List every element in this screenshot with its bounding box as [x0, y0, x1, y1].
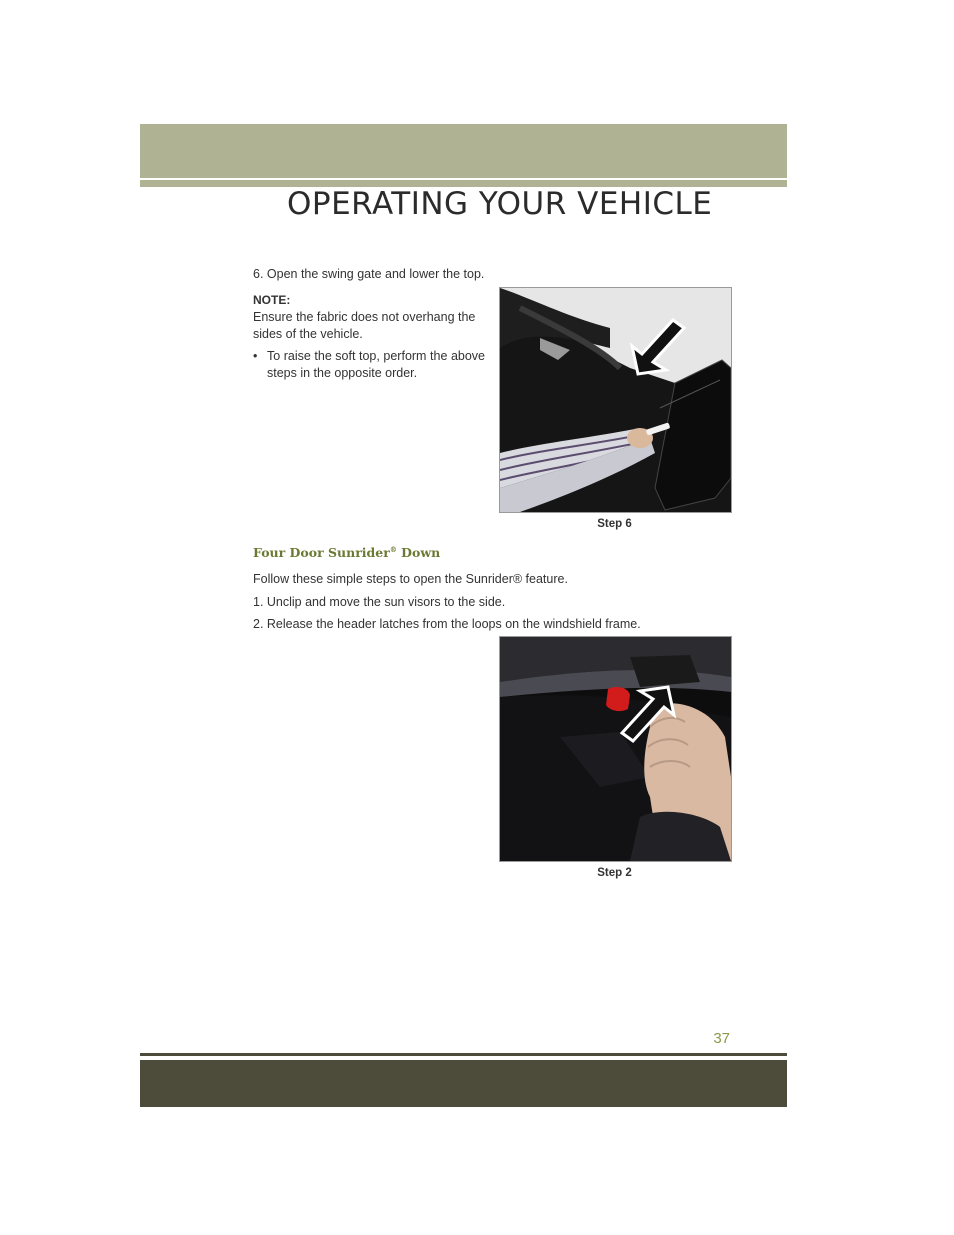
page-number: 37 — [713, 1030, 730, 1047]
step-6-illustration — [500, 288, 731, 512]
step-2-photo — [499, 636, 732, 862]
note-label: NOTE: — [253, 293, 291, 307]
section-heading — [253, 545, 440, 560]
bullet-symbol: • — [253, 349, 258, 363]
note-block — [253, 292, 485, 382]
registered-mark: ® — [389, 545, 397, 554]
step-6-instruction: 6. Open the swing gate and lower the top. — [253, 267, 485, 281]
page-title: OPERATING YOUR VEHICLE — [287, 186, 713, 222]
header-band — [140, 124, 787, 178]
footer-rule — [140, 1053, 787, 1056]
footer-band — [140, 1060, 787, 1107]
step-2-illustration — [500, 637, 731, 861]
step-6-photo — [499, 287, 732, 513]
list-item: 2. Release the header latches from the loops on the windshield frame. — [253, 617, 641, 631]
note-text: Ensure the fabric does not overhang the sides of the vehicle. — [253, 310, 476, 341]
list-item: 1. Unclip and move the sun visors to the side. — [253, 595, 506, 609]
intro-text: Follow these simple steps to open the Sunrider® feature. — [253, 572, 568, 586]
step-2-caption: Step 2 — [597, 867, 632, 879]
step-6-caption: Step 6 — [597, 518, 632, 530]
section-heading-suffix: Down — [396, 545, 441, 561]
bullet-item — [253, 348, 485, 382]
section-heading-text: Four Door Sunrider — [253, 545, 390, 561]
bullet-text: To raise the soft top, perform the above steps in the opposite order. — [267, 349, 485, 380]
